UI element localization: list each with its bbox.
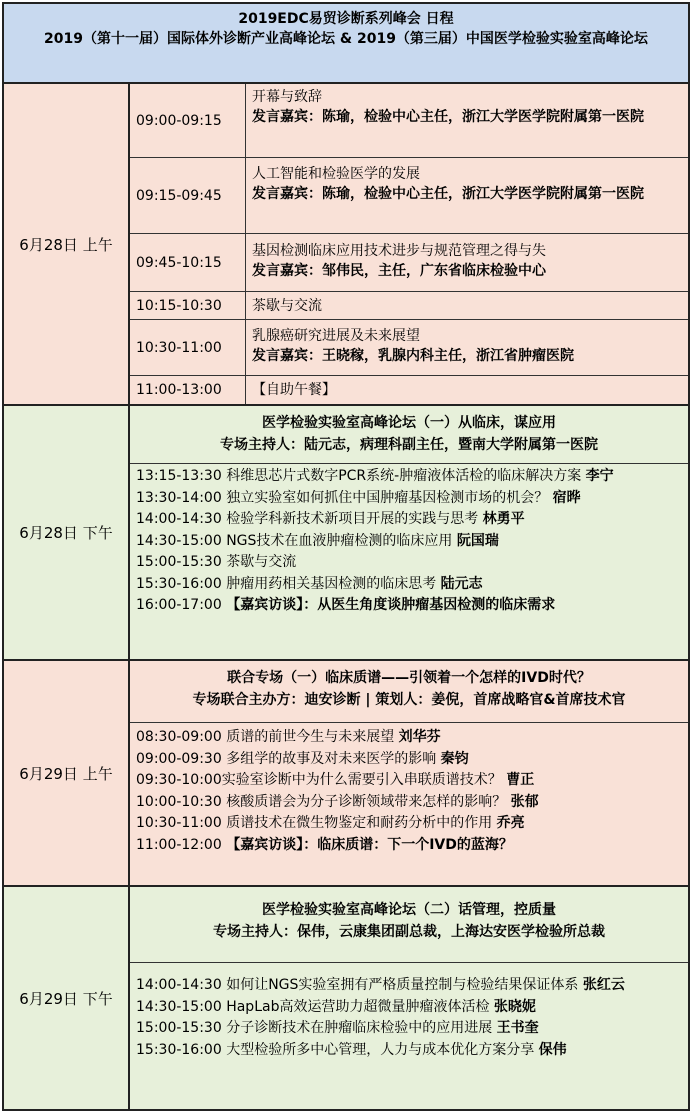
item-speaker: 张红云 bbox=[582, 977, 625, 993]
schedule-row bbox=[130, 84, 688, 158]
item-speaker: 张郁 bbox=[510, 793, 539, 810]
item-topic: 实验室诊断中为什么需要引入串联质谱技术？ bbox=[221, 772, 502, 788]
section-title bbox=[130, 887, 688, 963]
time-slot: 11:00-13:00 bbox=[130, 376, 246, 404]
item-time: 15:00-15:30 bbox=[136, 1020, 222, 1036]
item-topic: 检验学科新技术新项目开展的实践与思考 bbox=[226, 511, 479, 527]
item-topic: 多组学的故事及对未来医学的影响 bbox=[226, 750, 437, 767]
item-topic: NGS技术在血液肿瘤检测的临床应用 bbox=[226, 532, 453, 549]
time-slot: 09:45-10:15 bbox=[130, 234, 246, 291]
time-slot: 10:30-11:00 bbox=[130, 320, 246, 375]
item-speaker: 李宁 bbox=[585, 468, 614, 484]
item-speaker: 宿晔 bbox=[552, 489, 581, 506]
item-time: 15:30-16:00 bbox=[136, 1041, 222, 1058]
agenda-list bbox=[130, 466, 688, 617]
item-time: 16:00-17:00 bbox=[136, 597, 222, 613]
session-speaker: 发言嘉宾：邹伟民，主任，广东省临床检验中心 bbox=[252, 263, 546, 279]
item-topic: 茶歇与交流 bbox=[226, 554, 297, 570]
item-time: 08:30-09:00 bbox=[136, 729, 222, 745]
session-speaker: 发言嘉宾：王晓稼，乳腺内科主任，浙江省肿瘤医院 bbox=[252, 348, 574, 364]
list-item bbox=[136, 1040, 684, 1062]
schedule-row bbox=[130, 158, 688, 234]
list-item bbox=[136, 997, 684, 1019]
day-label: 6月28日 下午 bbox=[4, 406, 130, 659]
list-item bbox=[136, 975, 684, 997]
item-topic: HapLab高效运营助力超微量肿瘤液体活检 bbox=[226, 998, 490, 1015]
list-item bbox=[136, 749, 684, 771]
item-topic: 如何让NGS实验室拥有严格质量控制与检验结果保证体系 bbox=[226, 977, 579, 993]
list-item bbox=[136, 488, 684, 510]
list-item bbox=[136, 792, 684, 814]
schedule-row bbox=[130, 292, 688, 320]
list-item bbox=[136, 1018, 684, 1040]
item-time: 13:15-13:30 bbox=[136, 468, 222, 484]
item-topic: 独立实验室如何抓住中国肿瘤基因检测市场的机会？ bbox=[226, 489, 549, 506]
session-title: 人工智能和检验医学的发展 bbox=[252, 166, 420, 182]
forum-host: 专场联合主办方：迪安诊断 | 策划人：姜倪，首席战略官&首席技术官 bbox=[192, 692, 626, 708]
section-jun28-afternoon bbox=[4, 406, 688, 661]
item-topic: 质谱的前世今生与未来展望 bbox=[226, 729, 395, 745]
item-speaker: 陆元志 bbox=[440, 575, 483, 592]
list-item bbox=[136, 531, 684, 553]
item-interview: 【嘉宾访谈】：临床质谱：下一个IVD的蓝海？ bbox=[226, 836, 513, 853]
item-speaker: 张晓妮 bbox=[493, 998, 536, 1015]
header-title: 2019EDC易贸诊断系列峰会 日程 bbox=[238, 11, 454, 27]
item-time: 10:00-10:30 bbox=[136, 793, 222, 810]
section-jun28-morning bbox=[4, 84, 688, 406]
forum-host: 专场主持人：保伟，云康集团副总裁，上海达安医学检验所总裁 bbox=[213, 924, 605, 940]
list-item bbox=[136, 552, 684, 574]
item-interview: 【嘉宾访谈】：从医生角度谈肿瘤基因检测的临床需求 bbox=[226, 597, 556, 613]
agenda-list bbox=[130, 727, 688, 856]
item-time: 14:30-15:00 bbox=[136, 998, 222, 1015]
list-item bbox=[136, 595, 684, 617]
item-topic: 大型检验所多中心管理，人力与成本优化方案分享 bbox=[226, 1041, 535, 1058]
item-time: 09:30-10:00 bbox=[136, 772, 222, 788]
item-time: 10:30-11:00 bbox=[136, 815, 222, 831]
forum-host: 专场主持人：陆元志，病理科副主任，暨南大学附属第一医院 bbox=[220, 437, 598, 453]
time-slot: 09:00-09:15 bbox=[130, 84, 246, 157]
item-speaker: 保伟 bbox=[538, 1041, 567, 1058]
list-item bbox=[136, 813, 684, 835]
item-time: 15:00-15:30 bbox=[136, 554, 222, 570]
item-speaker: 王书奎 bbox=[496, 1020, 539, 1036]
agenda-list bbox=[130, 975, 688, 1061]
time-slot: 09:15-09:45 bbox=[130, 158, 246, 233]
section-jun29-afternoon bbox=[4, 887, 688, 1109]
list-item bbox=[136, 727, 684, 749]
schedule-row bbox=[130, 320, 688, 376]
item-time: 14:30-15:00 bbox=[136, 532, 222, 549]
item-time: 09:00-09:30 bbox=[136, 750, 222, 767]
item-speaker: 乔亮 bbox=[496, 815, 525, 831]
schedule-row bbox=[130, 376, 688, 404]
list-item bbox=[136, 509, 684, 531]
schedule-table bbox=[2, 2, 690, 1111]
item-topic: 质谱技术在微生物鉴定和耐药分析中的作用 bbox=[226, 815, 493, 831]
item-speaker: 曹正 bbox=[506, 772, 535, 788]
forum-title: 医学检验实验室高峰论坛（二）话管理，控质量 bbox=[262, 902, 556, 918]
schedule-header bbox=[4, 4, 688, 84]
item-topic: 分子诊断技术在肿瘤临床检验中的应用进展 bbox=[226, 1020, 493, 1036]
session-title: 基因检测临床应用技术进步与规范管理之得与失 bbox=[252, 243, 546, 259]
day-label: 6月28日 上午 bbox=[4, 84, 130, 404]
day-label: 6月29日 下午 bbox=[4, 887, 130, 1109]
item-speaker: 林勇平 bbox=[482, 511, 525, 527]
session-title: 茶歇与交流 bbox=[252, 298, 322, 314]
list-item bbox=[136, 770, 684, 792]
session-title: 【自助午餐】 bbox=[252, 382, 336, 398]
forum-title: 联合专场（一）临床质谱——引领着一个怎样的IVD时代？ bbox=[227, 670, 591, 686]
item-speaker: 秦钧 bbox=[440, 750, 469, 767]
item-topic: 肿瘤用药相关基因检测的临床思考 bbox=[226, 575, 437, 592]
list-item bbox=[136, 466, 684, 488]
header-subtitle: 2019（第十一届）国际体外诊断产业高峰论坛 & 2019（第三届）中国医学检验实验室高峰论坛 bbox=[44, 31, 648, 47]
session-speaker: 发言嘉宾：陈瑜，检验中心主任，浙江大学医学院附属第一医院 bbox=[252, 186, 644, 202]
list-item bbox=[136, 574, 684, 596]
schedule-row bbox=[130, 234, 688, 292]
item-time: 11:00-12:00 bbox=[136, 836, 222, 853]
item-time: 14:00-14:30 bbox=[136, 511, 222, 527]
list-item bbox=[136, 835, 684, 857]
session-title: 乳腺癌研究进展及未来展望 bbox=[252, 328, 420, 344]
day-label: 6月29日 上午 bbox=[4, 661, 130, 885]
section-jun29-morning bbox=[4, 661, 688, 887]
item-time: 13:30-14:00 bbox=[136, 489, 222, 506]
item-time: 15:30-16:00 bbox=[136, 575, 222, 592]
section-title bbox=[130, 406, 688, 464]
session-speaker: 发言嘉宾：陈瑜，检验中心主任，浙江大学医学院附属第一医院 bbox=[252, 109, 644, 125]
item-speaker: 阮国瑞 bbox=[456, 532, 499, 549]
item-speaker: 刘华芬 bbox=[398, 729, 441, 745]
session-title: 开幕与致辞 bbox=[252, 89, 322, 105]
section-title bbox=[130, 661, 688, 723]
item-topic: 核酸质谱会为分子诊断领域带来怎样的影响？ bbox=[226, 793, 507, 810]
item-topic: 科维思芯片式数字PCR系统-肿瘤液体活检的临床解决方案 bbox=[226, 468, 582, 484]
item-time: 14:00-14:30 bbox=[136, 977, 222, 993]
time-slot: 10:15-10:30 bbox=[130, 292, 246, 319]
forum-title: 医学检验实验室高峰论坛（一）从临床，谋应用 bbox=[262, 415, 556, 431]
